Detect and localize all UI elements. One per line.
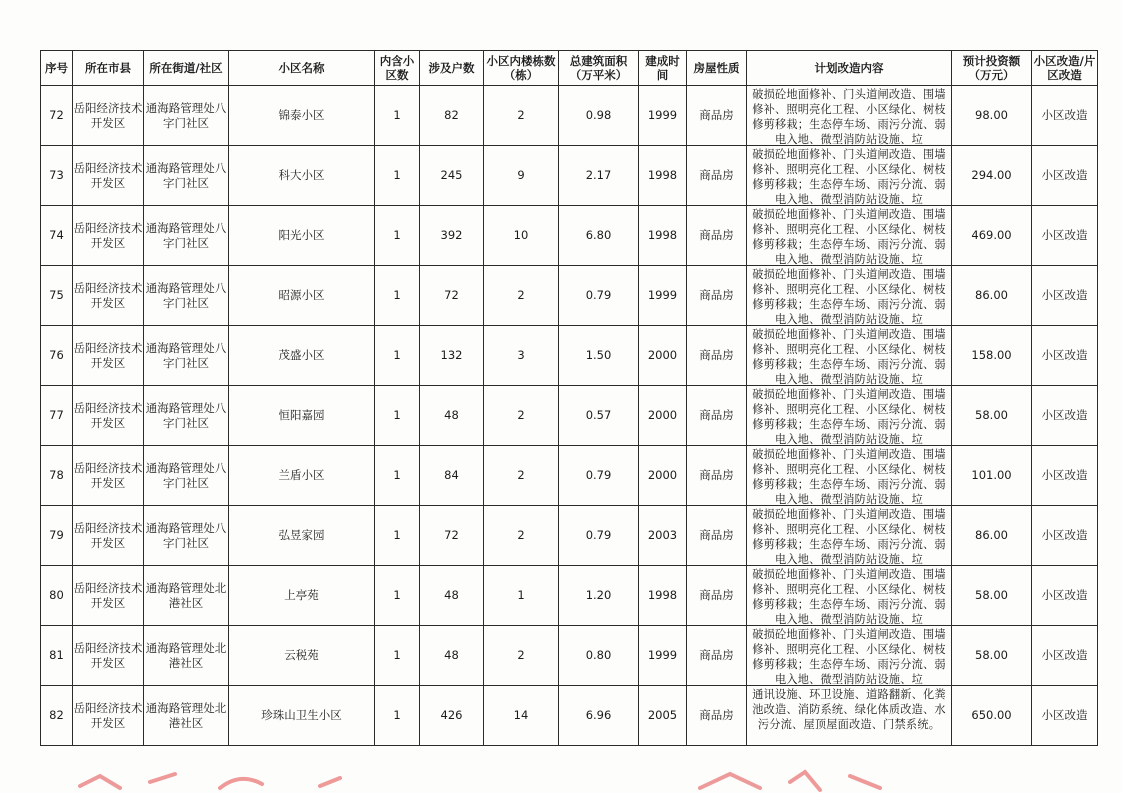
cell-count: 1 [375, 326, 420, 386]
cell-invest: 58.00 [952, 566, 1032, 626]
cell-county: 岳阳经济技术开发区 [73, 686, 144, 746]
cell-type: 商品房 [687, 206, 747, 266]
cell-type: 商品房 [687, 146, 747, 206]
cell-street: 通海路管理处八字门社区 [144, 446, 229, 506]
cell-kind: 小区改造 [1032, 146, 1098, 206]
cell-buildings: 2 [484, 386, 559, 446]
cell-buildings: 3 [484, 326, 559, 386]
cell-plan [747, 326, 952, 386]
cell-street: 通海路管理处八字门社区 [144, 86, 229, 146]
cell-buildings: 2 [484, 446, 559, 506]
plan-text: 破损砼地面修补、门头道闸改造、围墙修补、照明亮化工程、小区绿化、树枝修剪移栽；生态停车场、雨污分流、弱电入地、微型消防站设施、垃 [752, 387, 946, 445]
cell-county: 岳阳经济技术开发区 [73, 86, 144, 146]
plan-text: 破损砼地面修补、门头道闸改造、围墙修补、照明亮化工程、小区绿化、树枝修剪移栽；生态停车场、雨污分流、弱电入地、微型消防站设施、垃 [752, 147, 946, 205]
cell-year: 1999 [639, 86, 687, 146]
table-row [41, 386, 1098, 446]
cell-kind: 小区改造 [1032, 86, 1098, 146]
cell-year: 1999 [639, 626, 687, 686]
table-row [41, 686, 1098, 746]
plan-text: 破损砼地面修补、门头道闸改造、围墙修补、照明亮化工程、小区绿化、树枝修剪移栽；生态停车场、雨污分流、弱电入地、微型消防站设施、垃 [752, 507, 946, 565]
cell-invest: 58.00 [952, 626, 1032, 686]
cell-county: 岳阳经济技术开发区 [73, 566, 144, 626]
cell-buildings: 10 [484, 206, 559, 266]
plan-text: 破损砼地面修补、门头道闸改造、围墙修补、照明亮化工程、小区绿化、树枝修剪移栽；生态停车场、雨污分流、弱电入地、微型消防站设施、垃 [752, 567, 946, 625]
cell-street: 通海路管理处八字门社区 [144, 266, 229, 326]
cell-county: 岳阳经济技术开发区 [73, 326, 144, 386]
cell-buildings: 2 [484, 626, 559, 686]
cell-street: 通海路管理处北港社区 [144, 686, 229, 746]
cell-no: 79 [41, 506, 73, 566]
cell-name: 恒阳嘉园 [229, 386, 375, 446]
header-area: 总建筑面积（万平米） [559, 51, 639, 86]
cell-households: 48 [420, 566, 484, 626]
cell-street: 通海路管理处八字门社区 [144, 386, 229, 446]
cell-year: 2000 [639, 386, 687, 446]
cell-count: 1 [375, 206, 420, 266]
cell-name: 锦泰小区 [229, 86, 375, 146]
cell-kind: 小区改造 [1032, 266, 1098, 326]
table-row [41, 326, 1098, 386]
cell-area: 0.57 [559, 386, 639, 446]
cell-area: 2.17 [559, 146, 639, 206]
cell-buildings: 2 [484, 86, 559, 146]
header-no: 序号 [41, 51, 73, 86]
cell-name: 云税苑 [229, 626, 375, 686]
plan-text: 破损砼地面修补、门头道闸改造、围墙修补、照明亮化工程、小区绿化、树枝修剪移栽；生态停车场、雨污分流、弱电入地、微型消防站设施、垃 [752, 627, 946, 685]
cell-plan [747, 386, 952, 446]
cell-area: 1.20 [559, 566, 639, 626]
cell-area: 1.50 [559, 326, 639, 386]
header-plan: 计划改造内容 [747, 51, 952, 86]
cell-no: 82 [41, 686, 73, 746]
cell-year: 2003 [639, 506, 687, 566]
cell-no: 81 [41, 626, 73, 686]
cell-no: 77 [41, 386, 73, 446]
table-row [41, 446, 1098, 506]
cell-plan [747, 566, 952, 626]
cell-street: 通海路管理处八字门社区 [144, 506, 229, 566]
cell-name: 弘昱家园 [229, 506, 375, 566]
cell-year: 1999 [639, 266, 687, 326]
cell-name: 珍珠山卫生小区 [229, 686, 375, 746]
cell-kind: 小区改造 [1032, 386, 1098, 446]
cell-kind: 小区改造 [1032, 506, 1098, 566]
cell-type: 商品房 [687, 446, 747, 506]
cell-year: 2000 [639, 446, 687, 506]
cell-year: 1998 [639, 206, 687, 266]
cell-name: 茂盛小区 [229, 326, 375, 386]
cell-invest: 469.00 [952, 206, 1032, 266]
header-kind: 小区改造/片区改造 [1032, 51, 1098, 86]
cell-name: 阳光小区 [229, 206, 375, 266]
cell-buildings: 1 [484, 566, 559, 626]
cell-street: 通海路管理处八字门社区 [144, 146, 229, 206]
cell-county: 岳阳经济技术开发区 [73, 206, 144, 266]
header-count: 内含小区数 [375, 51, 420, 86]
cell-households: 392 [420, 206, 484, 266]
cell-invest: 86.00 [952, 506, 1032, 566]
cell-households: 82 [420, 86, 484, 146]
cell-kind: 小区改造 [1032, 206, 1098, 266]
cell-invest: 158.00 [952, 326, 1032, 386]
cell-count: 1 [375, 566, 420, 626]
header-households: 涉及户数 [420, 51, 484, 86]
plan-text: 通讯设施、环卫设施、道路翻新、化粪池改造、消防系统、绿化体质改造、水污分流、屋顶屋面改造、门禁系统。 [752, 687, 946, 731]
cell-count: 1 [375, 446, 420, 506]
cell-kind: 小区改造 [1032, 446, 1098, 506]
cell-type: 商品房 [687, 686, 747, 746]
cell-invest: 650.00 [952, 686, 1032, 746]
cell-plan [747, 686, 952, 746]
cell-area: 6.96 [559, 686, 639, 746]
cell-invest: 294.00 [952, 146, 1032, 206]
cell-no: 72 [41, 86, 73, 146]
cell-county: 岳阳经济技术开发区 [73, 506, 144, 566]
cell-county: 岳阳经济技术开发区 [73, 146, 144, 206]
header-row [41, 51, 1098, 86]
cell-type: 商品房 [687, 86, 747, 146]
cell-area: 0.98 [559, 86, 639, 146]
cell-year: 1998 [639, 566, 687, 626]
cell-no: 80 [41, 566, 73, 626]
cell-no: 78 [41, 446, 73, 506]
cell-county: 岳阳经济技术开发区 [73, 386, 144, 446]
cell-street: 通海路管理处八字门社区 [144, 326, 229, 386]
cell-county: 岳阳经济技术开发区 [73, 446, 144, 506]
cell-count: 1 [375, 146, 420, 206]
header-year: 建成时间 [639, 51, 687, 86]
cell-count: 1 [375, 266, 420, 326]
cell-county: 岳阳经济技术开发区 [73, 626, 144, 686]
cell-count: 1 [375, 86, 420, 146]
cell-type: 商品房 [687, 626, 747, 686]
cell-type: 商品房 [687, 386, 747, 446]
cell-name: 昭源小区 [229, 266, 375, 326]
cell-street: 通海路管理处北港社区 [144, 626, 229, 686]
cell-name: 科大小区 [229, 146, 375, 206]
cell-street: 通海路管理处北港社区 [144, 566, 229, 626]
cell-invest: 98.00 [952, 86, 1032, 146]
cell-households: 426 [420, 686, 484, 746]
header-street: 所在街道/社区 [144, 51, 229, 86]
header-name: 小区名称 [229, 51, 375, 86]
cell-plan [747, 506, 952, 566]
table-row [41, 626, 1098, 686]
table-header [41, 51, 1098, 86]
table-row [41, 566, 1098, 626]
cell-year: 2000 [639, 326, 687, 386]
cell-type: 商品房 [687, 266, 747, 326]
red-stamp-fragments [0, 762, 1122, 793]
renovation-table [40, 50, 1098, 746]
table-body [41, 86, 1098, 746]
cell-area: 0.79 [559, 506, 639, 566]
cell-no: 76 [41, 326, 73, 386]
cell-year: 1998 [639, 146, 687, 206]
cell-area: 6.80 [559, 206, 639, 266]
cell-buildings: 2 [484, 506, 559, 566]
table-row [41, 506, 1098, 566]
plan-text: 破损砼地面修补、门头道闸改造、围墙修补、照明亮化工程、小区绿化、树枝修剪移栽；生态停车场、雨污分流、弱电入地、微型消防站设施、垃 [752, 207, 946, 265]
plan-text: 破损砼地面修补、门头道闸改造、围墙修补、照明亮化工程、小区绿化、树枝修剪移栽；生态停车场、雨污分流、弱电入地、微型消防站设施、垃 [752, 447, 946, 505]
cell-plan [747, 266, 952, 326]
cell-plan [747, 146, 952, 206]
cell-households: 48 [420, 626, 484, 686]
table-row [41, 266, 1098, 326]
cell-count: 1 [375, 506, 420, 566]
cell-plan [747, 206, 952, 266]
header-county: 所在市县 [73, 51, 144, 86]
cell-buildings: 14 [484, 686, 559, 746]
cell-area: 0.79 [559, 446, 639, 506]
cell-households: 84 [420, 446, 484, 506]
cell-households: 72 [420, 266, 484, 326]
cell-households: 132 [420, 326, 484, 386]
plan-text: 破损砼地面修补、门头道闸改造、围墙修补、照明亮化工程、小区绿化、树枝修剪移栽；生态停车场、雨污分流、弱电入地、微型消防站设施、垃 [752, 87, 946, 145]
cell-no: 74 [41, 206, 73, 266]
cell-name: 兰盾小区 [229, 446, 375, 506]
cell-year: 2005 [639, 686, 687, 746]
cell-type: 商品房 [687, 326, 747, 386]
cell-households: 48 [420, 386, 484, 446]
table-row [41, 146, 1098, 206]
cell-kind: 小区改造 [1032, 326, 1098, 386]
cell-kind: 小区改造 [1032, 686, 1098, 746]
cell-count: 1 [375, 386, 420, 446]
cell-households: 245 [420, 146, 484, 206]
cell-no: 73 [41, 146, 73, 206]
table-row [41, 86, 1098, 146]
cell-count: 1 [375, 626, 420, 686]
cell-type: 商品房 [687, 566, 747, 626]
cell-invest: 58.00 [952, 386, 1032, 446]
cell-buildings: 2 [484, 266, 559, 326]
cell-type: 商品房 [687, 506, 747, 566]
cell-no: 75 [41, 266, 73, 326]
cell-plan [747, 86, 952, 146]
header-invest: 预计投资额（万元） [952, 51, 1032, 86]
cell-count: 1 [375, 686, 420, 746]
cell-name: 上亭苑 [229, 566, 375, 626]
cell-households: 72 [420, 506, 484, 566]
cell-plan [747, 446, 952, 506]
cell-area: 0.79 [559, 266, 639, 326]
cell-street: 通海路管理处八字门社区 [144, 206, 229, 266]
cell-invest: 101.00 [952, 446, 1032, 506]
cell-invest: 86.00 [952, 266, 1032, 326]
plan-text: 破损砼地面修补、门头道闸改造、围墙修补、照明亮化工程、小区绿化、树枝修剪移栽；生态停车场、雨污分流、弱电入地、微型消防站设施、垃 [752, 327, 946, 385]
cell-area: 0.80 [559, 626, 639, 686]
cell-kind: 小区改造 [1032, 566, 1098, 626]
cell-kind: 小区改造 [1032, 626, 1098, 686]
table-row [41, 206, 1098, 266]
header-buildings: 小区内楼栋数（栋） [484, 51, 559, 86]
cell-county: 岳阳经济技术开发区 [73, 266, 144, 326]
cell-buildings: 9 [484, 146, 559, 206]
cell-plan [747, 626, 952, 686]
header-type: 房屋性质 [687, 51, 747, 86]
plan-text: 破损砼地面修补、门头道闸改造、围墙修补、照明亮化工程、小区绿化、树枝修剪移栽；生态停车场、雨污分流、弱电入地、微型消防站设施、垃 [752, 267, 946, 325]
